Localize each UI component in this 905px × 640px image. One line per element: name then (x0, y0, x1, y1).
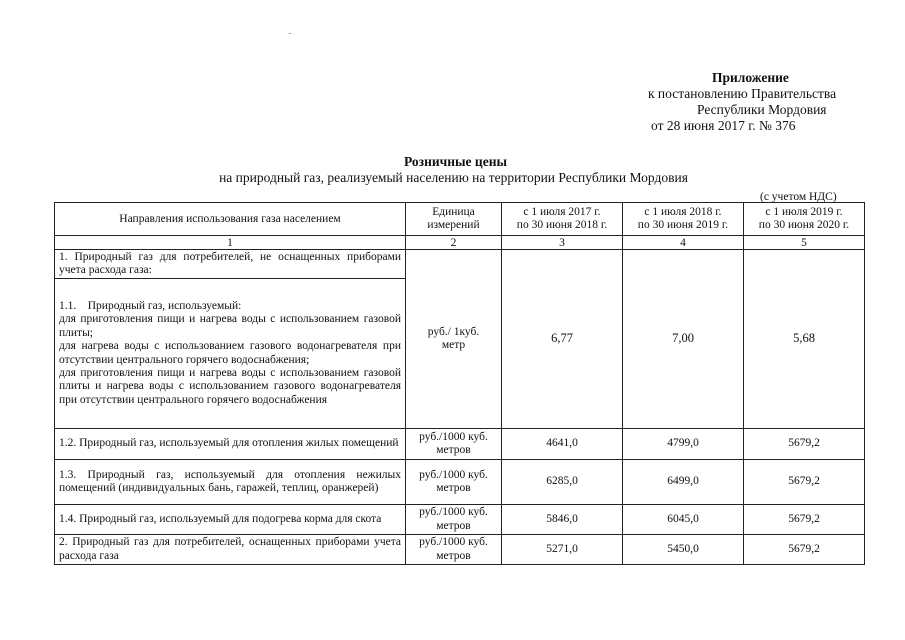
group-1-value-2017: 6,77 (502, 250, 623, 429)
row-1-2-value-2019: 5679,2 (744, 429, 865, 460)
row-2-unit (406, 535, 502, 565)
appendix-block (600, 70, 900, 134)
row-1-1-line-2: для нагрева воды с использованием газового водонагревателя при отсутствии центрального горячего водоснабжения; (59, 340, 401, 366)
row-1-4-value-2017: 5846,0 (502, 505, 623, 535)
group-1-unit-line-2: метр (441, 339, 466, 351)
row-1-2-value-2017: 4641,0 (502, 429, 623, 460)
row-1-2-value-2018: 4799,0 (623, 429, 744, 460)
row-1-1-title: 1.1. Природный газ, используемый: (59, 299, 242, 312)
column-number: 5 (744, 236, 865, 250)
table-row-group-1-title (55, 250, 865, 279)
row-1-3-description: 1.3. Природный газ, используемый для отопления нежилых помещений (индивидуальных бань, гаражей, теплиц, оранжерей) (55, 460, 406, 505)
table-header-row (55, 203, 865, 236)
row-2-value-2018: 5450,0 (623, 535, 744, 565)
table-row-1-2 (55, 429, 865, 460)
header-unit-line-2: измерений (427, 219, 480, 231)
row-1-4-unit-line-2: метров (436, 519, 471, 532)
row-2-value-2017: 5271,0 (502, 535, 623, 565)
row-1-3-value-2018: 6499,0 (623, 460, 744, 505)
header-period-2019-line-2: по 30 июня 2020 г. (758, 219, 850, 231)
appendix-title: Приложение (712, 70, 789, 85)
row-1-3-unit (406, 460, 502, 505)
row-1-2-unit-line-2: метров (436, 444, 471, 456)
appendix-line-2: Республики Мордовия (697, 102, 827, 117)
header-period-2017-line-2: по 30 июня 2018 г. (516, 219, 608, 231)
header-period-2018-line-1: с 1 июля 2018 г. (644, 206, 722, 218)
header-unit (406, 203, 502, 236)
header-period-2019 (744, 203, 865, 236)
group-1-unit (406, 250, 502, 429)
row-1-3-value-2017: 6285,0 (502, 460, 623, 505)
row-1-4-description: 1.4. Природный газ, используемый для подогрева корма для скота (55, 505, 406, 535)
group-1-value-2019: 5,68 (744, 250, 865, 429)
row-2-unit-line-1: руб./1000 куб. (419, 536, 488, 549)
appendix-line-3: от 28 июня 2017 г. № 376 (651, 118, 796, 133)
column-number: 4 (623, 236, 744, 250)
header-usage (55, 203, 406, 236)
group-1-title: 1. Природный газ для потребителей, не оснащенных приборами учета расхода газа: (55, 250, 406, 279)
column-number: 1 (55, 236, 406, 250)
column-number-row (55, 236, 865, 250)
appendix-line-1: к постановлению Правительства (648, 86, 837, 101)
header-usage-line: Направления использования газа населением (119, 212, 341, 225)
row-1-4-unit (406, 505, 502, 535)
row-2-description: 2. Природный газ для потребителей, оснащенных приборами учета расхода газа (55, 535, 406, 565)
column-number: 3 (502, 236, 623, 250)
row-1-1-line-1: для приготовления пищи и нагрева воды с использованием газовой плиты; (59, 313, 401, 339)
row-2-value-2019: 5679,2 (744, 535, 865, 565)
column-number: 2 (406, 236, 502, 250)
header-period-2017-line-1: с 1 июля 2017 г. (523, 206, 601, 218)
row-1-2-unit (406, 429, 502, 460)
document-heading (0, 154, 905, 186)
header-period-2018 (623, 203, 744, 236)
table-row-1-3 (55, 460, 865, 505)
row-1-4-value-2019: 5679,2 (744, 505, 865, 535)
row-1-3-value-2019: 5679,2 (744, 460, 865, 505)
group-1-value-2018: 7,00 (623, 250, 744, 429)
table-row-1-4 (55, 505, 865, 535)
header-period-2019-line-1: с 1 июля 2019 г. (765, 206, 843, 218)
row-1-3-unit-line-1: руб./1000 куб. (419, 468, 488, 481)
group-1-unit-line-1: руб./ 1куб. (427, 325, 480, 338)
row-1-4-value-2018: 6045,0 (623, 505, 744, 535)
document-subtitle: на природный газ, реализуемый населению на территории Республики Мордовия (219, 170, 688, 185)
vat-note: (с учетом НДС) (760, 191, 837, 203)
table-row-2 (55, 535, 865, 565)
scan-speck (289, 33, 291, 34)
row-1-3-unit-line-2: метров (436, 482, 471, 494)
header-period-2018-line-2: по 30 июня 2019 г. (637, 219, 729, 231)
header-unit-line-1: Единица (432, 206, 475, 218)
document-title: Розничные цены (403, 154, 508, 169)
row-1-2-description: 1.2. Природный газ, используемый для отопления жилых помещений (55, 429, 406, 460)
header-period-2017 (502, 203, 623, 236)
row-1-1-description (55, 279, 406, 429)
row-1-4-unit-line-1: руб./1000 куб. (419, 506, 488, 519)
row-1-2-unit-line-1: руб./1000 куб. (419, 430, 488, 443)
row-1-1-line-3: для приготовления пищи и нагрева воды с использованием газовой плиты и нагрева воды с использованием газового водонагревателя при отсутствии центрального горячего водоснабжения (59, 366, 401, 406)
price-table (54, 202, 865, 565)
row-2-unit-line-2: метров (436, 549, 471, 562)
